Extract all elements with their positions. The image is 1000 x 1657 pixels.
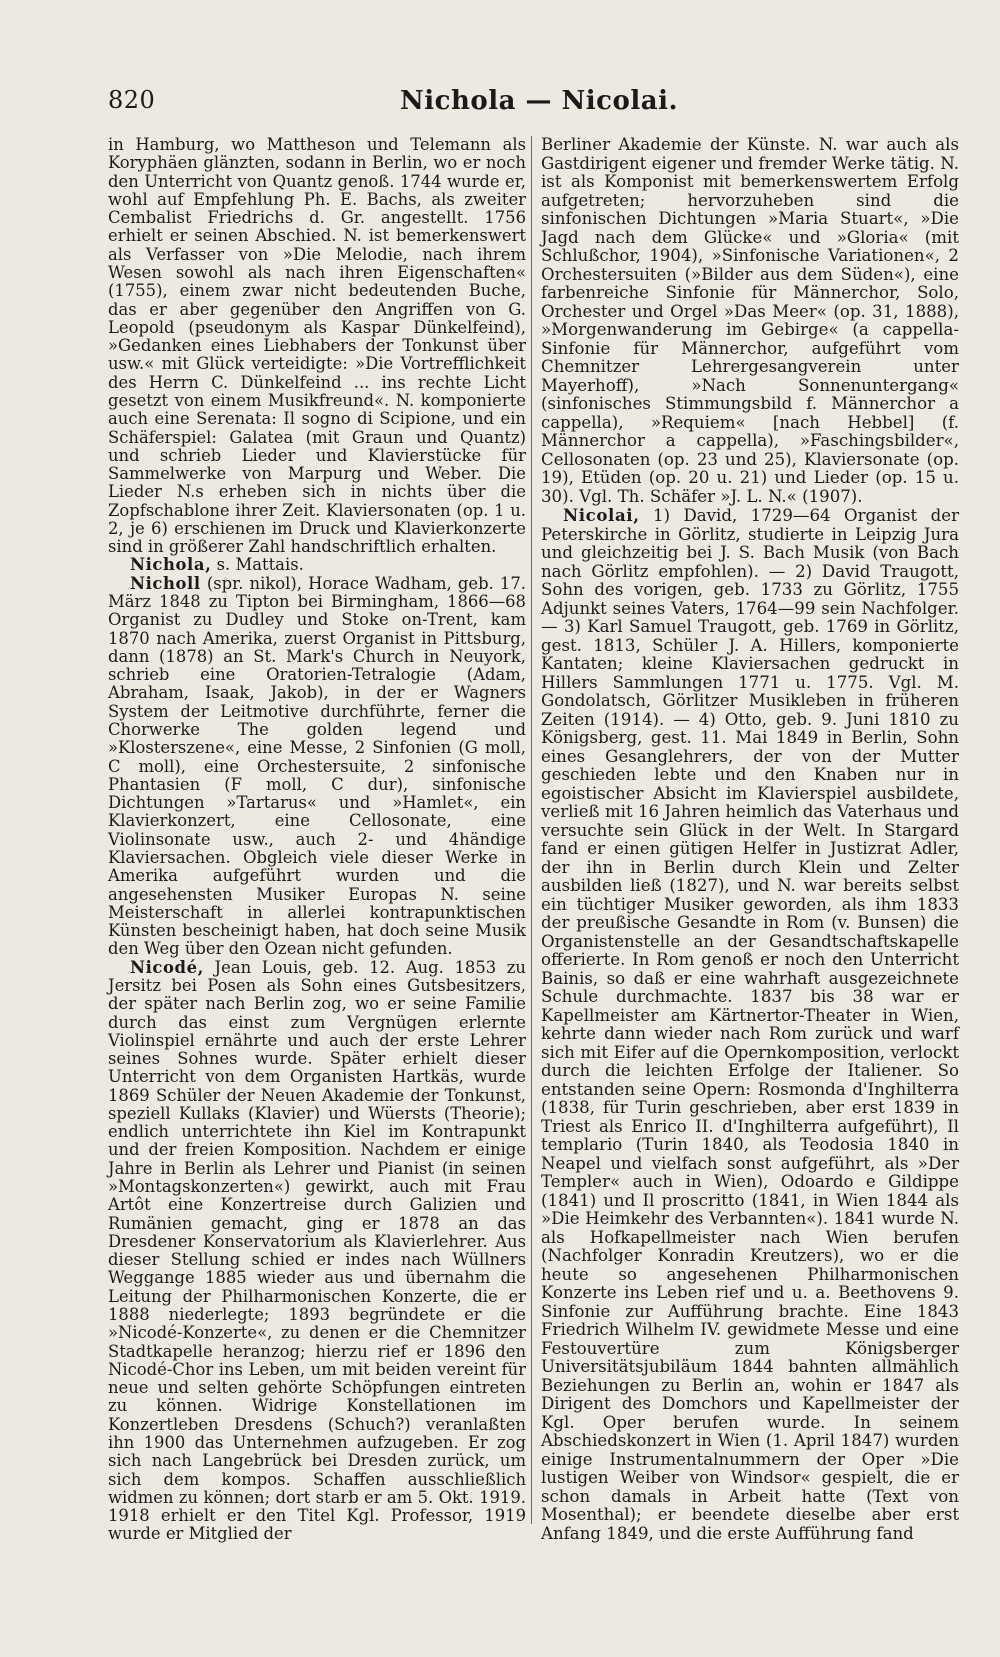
entry-text: Jean Louis, geb. 12. Aug. 1853 zu Jersitz bei Posen als Sohn eines Gutsbesitzers, der später nach Berlin zog, wo er seine Familie durch das einst zum Vergnügen erlernte Violinspiel ernährte und auch der erste Lehrer seines Sohnes wurde. Später erhielt dieser Unterricht von dem Organisten Hartkäs, wurde 1869 Schüler der Neuen Akademie der Tonkunst, speziell Kullaks (Klavier) und Wüersts (Theorie); endlich unterrichtete ihn Kiel im Kontrapunkt und der freien Komposition. Nachdem er einige Jahre in Berlin als Lehrer und Pianist (in seinen »Montagskonzerten«) gewirkt, auch mit Frau Artôt eine Konzertreise durch Galizien und Rumänien gemacht, ging er 1878 an das Dresdener Konservatorium als Klavierlehrer. Aus dieser Stellung schied er indes nach Wüllners Weggange 1885 wieder aus und übernahm die Leitung der Philharmonischen Konzerte, die er 1888 niederlegte; 1893 begründete er die »Nicodé-Konzerte«, zu denen er die Chemnitzer Stadtkapelle heranzog; hierzu rief er 1896 den Nicodé-Chor ins Leben, um mit beiden vereint für neue und selten gehörte Schöpfungen eintreten zu können. Widrige Konstellationen im Konzertleben Dresdens (Schuch?) veranlaßten ihn 1900 das Unternehmen aufzugeben. Er zog sich nach Langebrück bei Dresden zurück, um sich dem kompos. Schaffen ausschließlich widmen zu können; dort starb er am 5. Okt. 1919. 1918 erhielt er den Titel Kgl. Professor, 1919 wurde er Mitglied der (108, 957, 526, 1544)
entry-nicode (108, 959, 526, 1544)
page-number: 820 (108, 86, 156, 114)
continued-entry-text: Berliner Akademie der Künste. N. war auch als Gastdirigent eigener und fremder Werke tätig. N. ist als Komponist mit bemerkenswertem Erfolg aufgetreten; hervorzuheben sind die sinfonischen Dichtungen »Maria Stuart«, »Die Jagd nach dem Glücke« und »Gloria« (mit Schlußchor, 1904), »Sinfonische Variationen«, 2 Orchestersuiten (»Bilder aus dem Süden«), eine farbenreiche Sinfonie für Männerchor, Solo, Orchester und Orgel »Das Meer« (op. 31, 1888), »Morgenwanderung im Gebirge« (a cappella-Sinfonie für Männerchor, aufgeführt vom Chemnitzer Lehrergesangverein unter Mayerhoff), »Nach Sonnenuntergang« (sinfonisches Stimmungsbild f. Männerchor a cappella), »Requiem« [nach Hebbel] (f. Männerchor a cappella), »Faschingsbilder«, Cellosonaten (op. 23 und 25), Klaviersonate (op. 19), Etüden (op. 20 u. 21) und Lieder (op. 15 u. 30). Vgl. Th. Schäfer »J. L. N.« (1907). (541, 135, 959, 506)
entry-text: s. Mattais. (216, 555, 304, 575)
entry-text: 1) David, 1729—64 Organist der Peterskirche in Görlitz, studierte in Leipzig Jura und gleichzeitig bei J. S. Bach Musik (von Bach nach Görlitz empfohlen). — 2) David Traugott, Sohn des vorigen, geb. 1733 zu Görlitz, 1755 Adjunkt seines Vaters, 1764—99 sein Nachfolger. — 3) Karl Samuel Traugott, geb. 1769 in Görlitz, gest. 1813, Schüler J. A. Hillers, komponierte Kantaten; kleine Klaviersachen gedruckt in Hillers Sammlungen 1771 u. 1775. Vgl. M. Gondolatsch, Görlitzer Musikleben in früheren Zeiten (1914). — 4) Otto, geb. 9. Juni 1810 zu Königsberg, gest. 11. Mai 1849 in Berlin, Sohn eines Gesanglehrers, der von der Mutter geschieden lebte und den Knaben nur in egoistischer Absicht im Klavierspiel ausbildete, verließ mit 16 Jahren heimlich das Vaterhaus und versuchte sein Glück in der Welt. In Stargard fand er einen gütigen Helfer in Justizrat Adler, der ihn in Berlin durch Klein und Zelter ausbilden ließ (1827), und N. war bereits selbst ein tüchtiger Musiker geworden, als ihm 1833 der preußische Gesandte in Rom (v. Bunsen) die Organistenstelle an der Gesandtschaftskapelle offerierte. In Rom genoß er noch den Unterricht Bainis, so daß er eine wahrhaft ausgezeichnete Schule durchmachte. 1837 bis 38 war er Kapellmeister am Kärtnertor-Theater in Wien, kehrte dann wieder nach Rom zurück und warf sich mit Eifer auf die Opernkomposition, verlockt durch die leichten Erfolge der Italiener. So entstanden seine Opern: Rosmonda d'Inghilterra (1838, für Turin geschrieben, aber erst 1839 in Triest als Enrico II. d'Inghilterra aufgeführt), Il templario (Turin 1840, als Teodosia 1840 in Neapel und vielfach sonst aufgeführt, als »Der Templer« auch in Wien), Odoardo e Gildippe (1841) und Il proscritto (1841, in Wien 1844 als »Die Heimkehr des Verbannten«). 1841 wurde N. als Hofkapellmeister nach Wien berufen (Nachfolger Konradin Kreutzers), wo er die heute so angesehenen Philharmonischen Konzerte ins Leben rief und u. a. Beethovens 9. Sinfonie zur Aufführung brachte. Eine 1843 Friedrich Wilhelm IV. gewidmete Messe und eine Festouvertüre zum Königsberger Universitätsjubiläum 1844 bahnten allmählich Beziehungen zu Berlin an, wohin er 1847 als Dirigent des Domchors und Kapellmeister der Kgl. Oper berufen wurde. In seinem Abschiedskonzert in Wien (1. April 1847) wurden einige Instrumentalnummern der Oper »Die lustigen Weiber von Windsor« gespielt, die er schon damals in Arbeit hatte (Text von Mosenthal); er beendete dieselbe aber erst Anfang 1849, und die erste Aufführung fand (541, 506, 960, 1543)
entry-text: (spr. nikol), Horace Wadham, geb. 17. März 1848 zu Tipton bei Birmingham, 1866—68 Organist zu Dudley und Stoke on-Trent, kam 1870 nach Amerika, zuerst Organist in Pittsburg, dann (1878) an St. Mark's Church in Neuyork, schrieb eine Oratorien-Tetralogie (Adam, Abraham, Isaak, Jakob), in der er Wagners System der Leitmotive durchführte, ferner die Chorwerke The golden legend und »Klosterszene«, eine Messe, 2 Sinfonien (G moll, C moll), eine Orchestersuite, 2 sinfonische Phantasien (F moll, C dur), sinfonische Dichtungen »Tartarus« und »Hamlet«, ein Klavierkonzert, eine Cellosonate, eine Violinsonate usw., auch 2- und 4händige Klaviersachen. Obgleich viele dieser Werke in Amerika aufgeführt wurden und die angesehensten Musiker Europas N. seine Meisterschaft in allerlei kontrapunktischen Künsten bescheinigt haben, hat doch seine Musik den Weg über den Ozean nicht gefunden. (108, 573, 526, 959)
entry-headword: Nicodé, (130, 957, 204, 977)
column-divider (531, 136, 532, 1524)
entry-nicholl (108, 575, 526, 959)
left-column (108, 136, 526, 1544)
entry-headword: Nicolai, (563, 505, 640, 525)
entry-headword: Nichola, (130, 555, 212, 575)
entry-nicolai (541, 506, 959, 1543)
page-header (108, 86, 970, 126)
right-column (541, 136, 959, 1543)
continued-entry-text: in Hamburg, wo Mattheson und Telemann als Koryphäen glänzten, sodann in Berlin, wo er noch den Unterricht von Quantz genoß. 1744 wurde er, wohl auf Empfehlung Ph. E. Bachs, als zweiter Cembalist Friedrichs d. Gr. angestellt. 1756 erhielt er seinen Abschied. N. ist bemerkenswert als Verfasser von »Die Melodie, nach ihrem Wesen sowohl als nach ihren Eigenschaften« (1755), einem zwar nicht bedeutenden Buche, das er aber gegenüber den Angriffen von G. Leopold (pseudonym als Kaspar Dünkelfeind), »Gedanken eines Liebhabers der Tonkunst über usw.« mit Glück verteidigte: »Die Vortrefflichkeit des Herrn C. Dünkelfeind ... ins rechte Licht gesetzt von einem Musikfreund«. N. komponierte auch eine Serenata: Il sogno di Scipione, und ein Schäferspiel: Galatea (mit Graun und Quantz) und schrieb Lieder und Klavierstücke für Sammelwerke von Marpurg und Weber. Die Lieder N.s erheben sich in nichts über die Zopfschablone ihrer Zeit. Klaviersonaten (op. 1 u. 2, je 6) erschienen im Druck und Klavierkonzerte sind in größerer Zahl handschriftlich erhalten. (108, 135, 526, 557)
entry-headword: Nicholl (130, 573, 201, 593)
entry-nichola (108, 556, 526, 574)
running-title: Nichola — Nicolai. (399, 86, 678, 116)
